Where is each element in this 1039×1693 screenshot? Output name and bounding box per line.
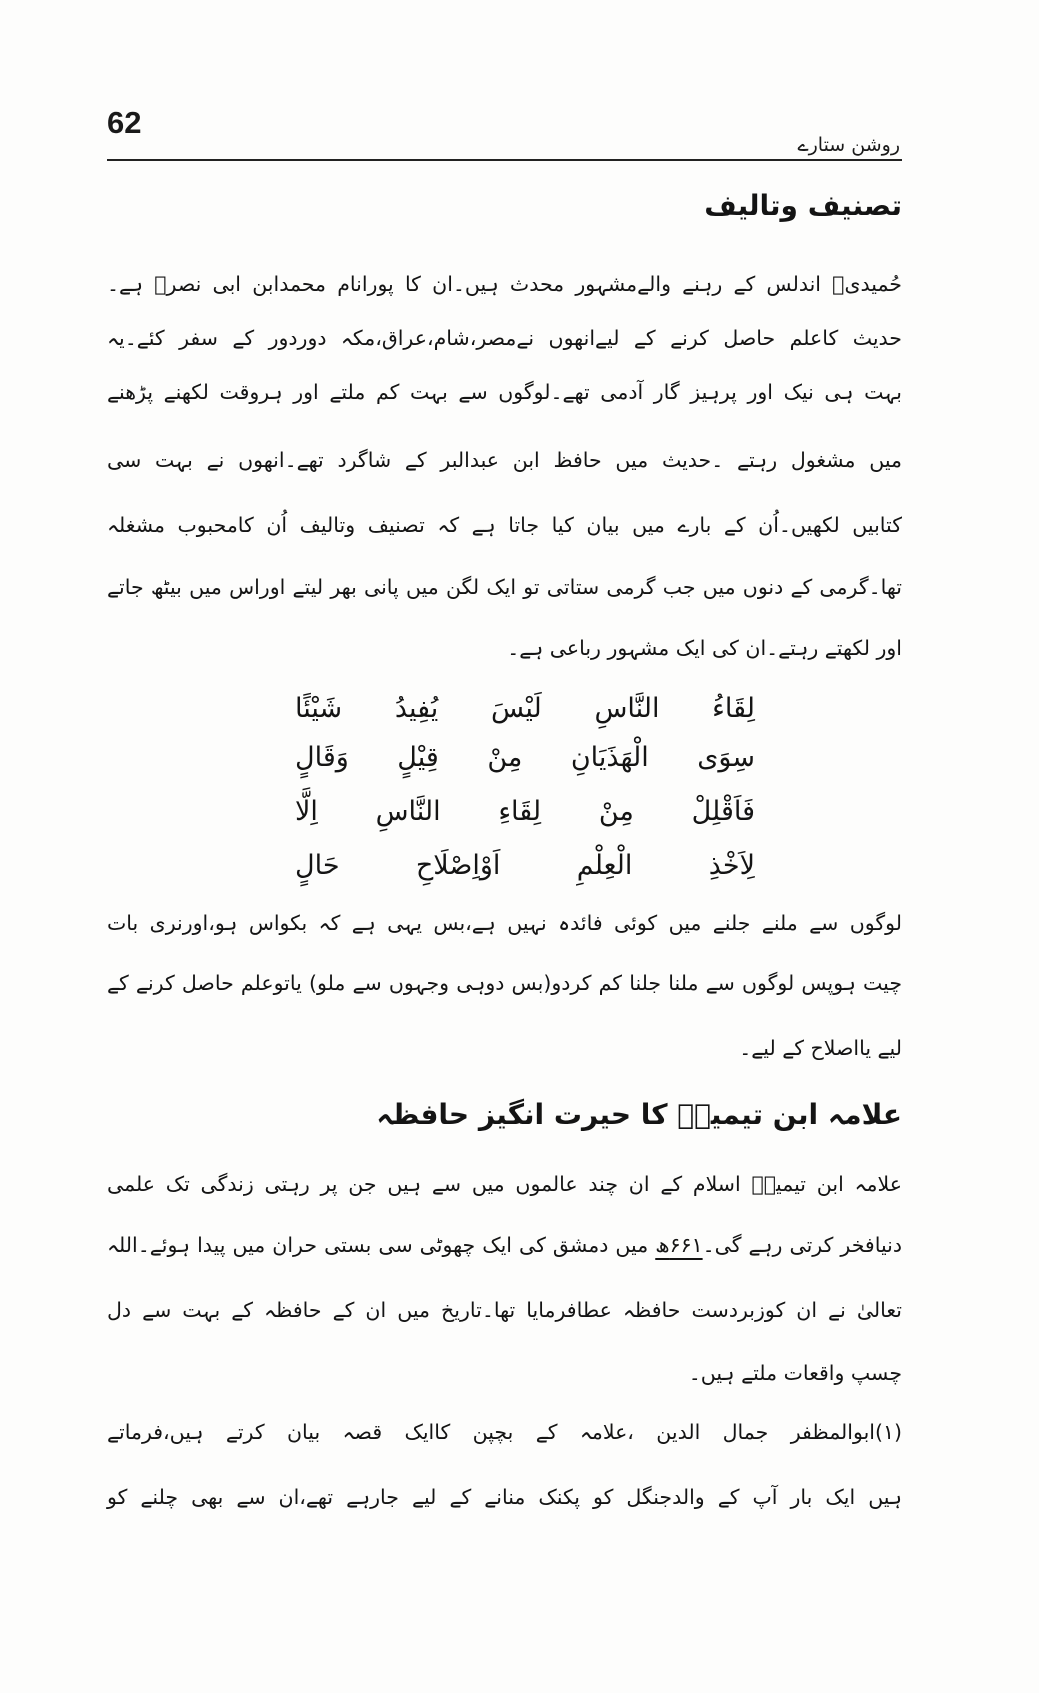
verse-line: لِاَخْذِ الْعِلْمِ اَوْاِصْلَاحِ حَالٍ [295, 850, 755, 881]
text-line: کتابیں لکھیں۔اُن کے بارے میں بیان کیا جاتا ہے کہ تصنیف وتالیف اُن کامحبوب مشغلہ [107, 513, 902, 537]
text-line: اور لکھتے رہتے۔ان کی ایک مشہور رباعی ہے۔ [507, 636, 902, 660]
section-heading: تصنیف وتالیف [704, 189, 902, 222]
verse-line: سِوَى الْهَذَيَانِ مِنْ قِيْلٍ وَقَالٍ [295, 742, 755, 773]
verse-line: لِقَاءُ النَّاسِ لَيْسَ يُفِيدُ شَيْئًا [295, 693, 755, 724]
text-line [107, 1220, 902, 1270]
text-line: حدیث کاعلم حاصل کرنے کے لیےانھوں نےمصر،شام،عراق،مکہ دوردور کے سفر کئے۔یہ [107, 326, 902, 350]
verse-line: فَاَقْلِلْ مِنْ لِقَاءِ النَّاسِ اِلَّا [295, 796, 755, 827]
text-line: ہیں ایک بار آپ کے والدجنگل کو پکنک منانے کے لیے جارہے تھے،ان سے بھی چلنے کو [107, 1485, 902, 1509]
text-line: لیے یااصلاح کے لیے۔ [739, 1036, 902, 1060]
text-segment: میں دمشق کی ایک چھوٹی سی بستی حران میں پیدا ہوئے۔اللہ [107, 1233, 656, 1257]
text-line: لوگوں سے ملنے جلنے میں کوئی فائدہ نہیں ہے،بس یہی ہے کہ بکواس ہو،اورنری بات [107, 911, 902, 935]
text-line: علامہ ابن تیمیہؒ اسلام کے ان چند عالموں میں سے ہیں جن پر رہتی زندگی تک علمی [107, 1172, 902, 1196]
running-header-title: روشن ستارے [797, 134, 900, 156]
text-line: تھا۔گرمی کے دنوں میں جب گرمی ستاتی تو ایک لگن میں پانی بھر لیتے اوراس میں بیٹھ جاتے [107, 575, 902, 599]
text-line: حُمیدیؒ اندلس کے رہنے والےمشہور محدث ہیں۔ان کا پورانام محمدابن ابی نصرؒ ہے۔ [107, 272, 902, 296]
text-line: (۱)ابوالمظفر جمال الدین ،علامہ کے بچپن کاایک قصہ بیان کرتے ہیں،فرماتے [107, 1420, 902, 1444]
text-segment: دنیافخر کرتی رہے گی۔ [702, 1233, 902, 1257]
section-heading: علامہ ابن تیمیہؒ کا حیرت انگیز حافظہ [376, 1098, 902, 1131]
text-line: میں مشغول رہتے ۔حدیث میں حافظ ابن عبدالبر کے شاگرد تھے۔انھوں نے بہت سی [107, 448, 902, 472]
page-number: 62 [107, 105, 142, 140]
text-line: بہت ہی نیک اور پرہیز گار آدمی تھے۔لوگوں سے بہت کم ملتے اور ہروقت لکھنے پڑھنے [107, 380, 902, 404]
text-line: چسپ واقعات ملتے ہیں۔ [688, 1361, 902, 1385]
text-line: تعالیٰ نے ان کوزبردست حافظہ عطافرمایا تھا۔تاریخ میں ان کے حافظہ کے بہت سے دل [107, 1298, 902, 1322]
year-underlined: ۶۶۱ھ [655, 1233, 703, 1257]
text-line: چیت ہوپس لوگوں سے ملنا جلنا کم کردو(بس دوہی وجہوں سے ملو) یاتوعلم حاصل کرنے کے [107, 971, 902, 995]
header-rule [107, 159, 902, 161]
